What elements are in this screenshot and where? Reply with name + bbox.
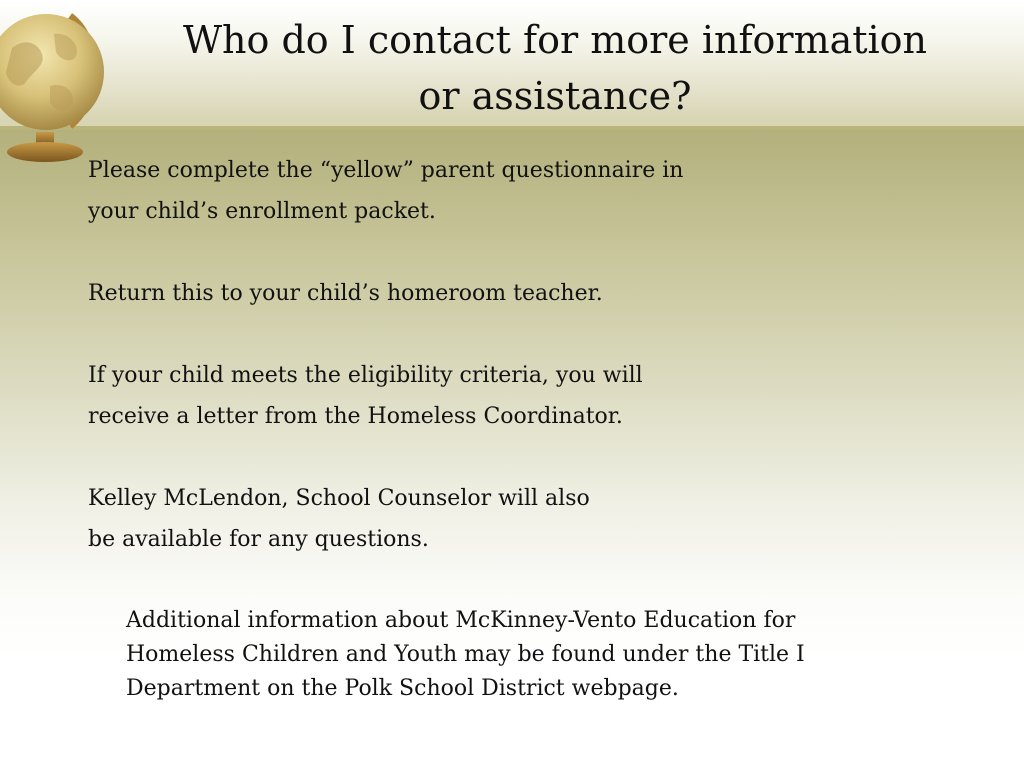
title-line: or assistance?	[418, 74, 692, 118]
paragraph-return	[88, 273, 988, 314]
text-line: Return this to your child’s homeroom teacher.	[88, 281, 603, 306]
text-line: Please complete the “yellow” parent questionnaire in	[88, 158, 684, 183]
text-line: If your child meets the eligibility criteria, you will	[88, 363, 643, 388]
note-line: Department on the Polk School District webpage.	[126, 676, 679, 701]
note-line: Additional information about McKinney-Vento Education for	[126, 608, 796, 633]
paragraph-questionnaire	[88, 150, 988, 232]
text-line: your child’s enrollment packet.	[88, 199, 436, 224]
text-line: Kelley McLendon, School Counselor will also	[88, 486, 590, 511]
slide-title	[120, 12, 990, 124]
slide-body	[88, 150, 988, 560]
title-line: Who do I contact for more information	[182, 18, 928, 62]
paragraph-spacer	[88, 314, 988, 355]
title-divider	[0, 126, 1024, 130]
additional-info-note	[126, 604, 966, 706]
text-line: be available for any questions.	[88, 527, 429, 552]
paragraph-spacer	[88, 437, 988, 478]
paragraph-spacer	[88, 232, 988, 273]
paragraph-counselor	[88, 478, 988, 560]
text-line: receive a letter from the Homeless Coordinator.	[88, 404, 623, 429]
paragraph-eligibility	[88, 355, 988, 437]
note-line: Homeless Children and Youth may be found under the Title I	[126, 642, 805, 667]
